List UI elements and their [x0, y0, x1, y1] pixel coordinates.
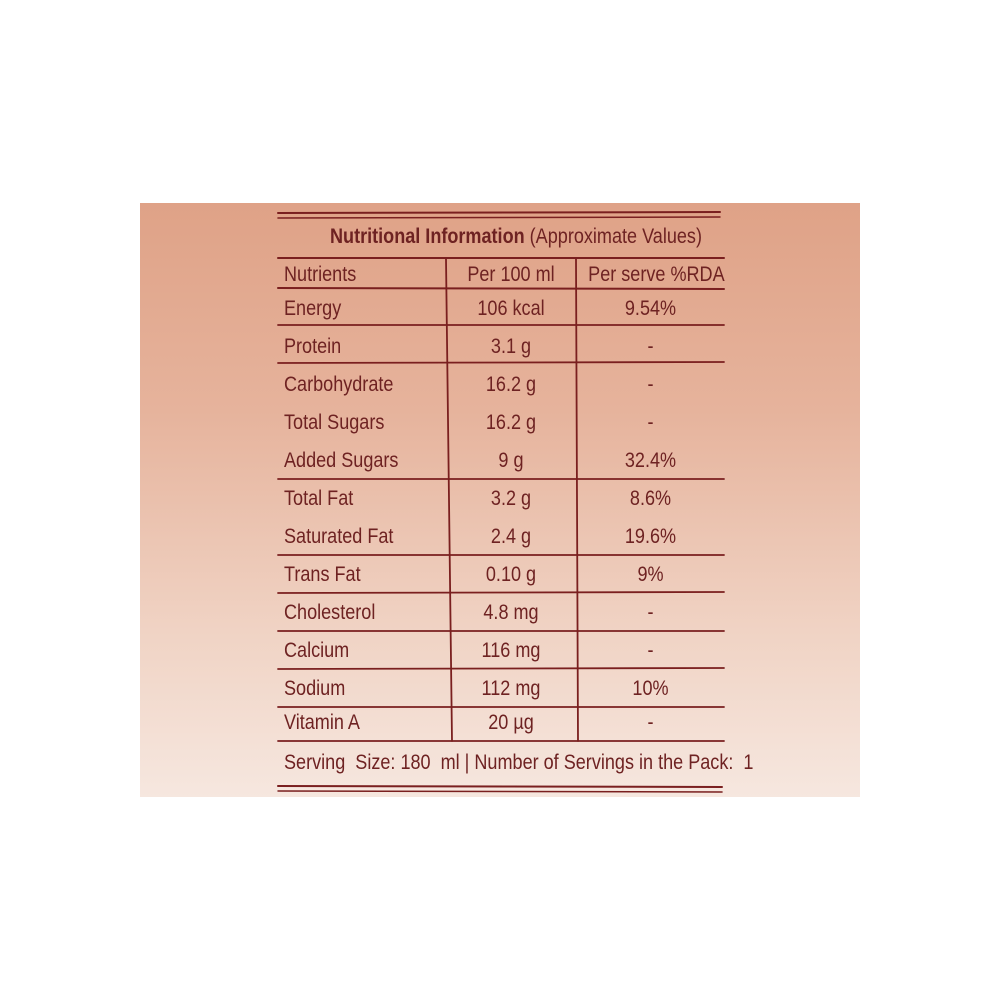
per100-cell: 4.8 mg: [483, 601, 539, 624]
table-row: [140, 525, 860, 549]
table-row: [140, 639, 860, 663]
nutrient-cell: Protein: [284, 335, 342, 358]
per100-cell: 3.1 g: [490, 335, 532, 358]
per100-cell: 9 g: [498, 449, 524, 472]
header-row: [140, 263, 860, 287]
table-row: [140, 373, 860, 397]
table-row: [140, 487, 860, 511]
nutrient-cell: Cholesterol: [284, 601, 376, 624]
nutrient-cell: Total Sugars: [284, 411, 385, 434]
rda-cell: -: [647, 601, 654, 624]
nutrient-cell: Sodium: [284, 677, 346, 700]
per100-cell: 116 mg: [481, 639, 541, 662]
table-row: [140, 677, 860, 701]
per100-cell: 0.10 g: [485, 563, 537, 586]
nutrient-cell: Carbohydrate: [284, 373, 394, 396]
rda-cell: 8.6%: [629, 487, 672, 510]
table-row: [140, 411, 860, 435]
nutrient-cell: Trans Fat: [284, 563, 361, 586]
rda-cell: 9.54%: [624, 297, 677, 320]
header-nutrients: Nutrients: [284, 263, 357, 286]
nutrient-cell: Added Sugars: [284, 449, 399, 472]
rda-cell: -: [647, 711, 654, 734]
serving-footer: Serving Size: 180 ml | Number of Servings in the Pack: 1: [284, 751, 754, 774]
rda-cell: -: [647, 639, 654, 662]
rda-cell: 10%: [632, 677, 669, 700]
nutrient-cell: Calcium: [284, 639, 350, 662]
rda-cell: 32.4%: [624, 449, 677, 472]
title-main: Nutritional Information: [330, 225, 525, 248]
nutrient-cell: Saturated Fat: [284, 525, 394, 548]
nutrition-panel: [140, 203, 860, 797]
nutrient-cell: Vitamin A: [284, 711, 360, 734]
table-row: [140, 601, 860, 625]
rda-cell: -: [647, 335, 654, 358]
per100-cell: 106 kcal: [477, 297, 545, 320]
title-sub: (Approximate Values): [529, 225, 702, 248]
table-row: [140, 449, 860, 473]
header-per100: Per 100 ml: [467, 263, 555, 286]
rda-cell: 9%: [637, 563, 664, 586]
table-row: [140, 335, 860, 359]
nutrient-cell: Total Fat: [284, 487, 354, 510]
panel-title: [330, 225, 702, 249]
per100-cell: 16.2 g: [485, 411, 537, 434]
per100-cell: 3.2 g: [490, 487, 532, 510]
rda-cell: -: [647, 373, 654, 396]
table-row: [140, 563, 860, 587]
rda-cell: 19.6%: [624, 525, 677, 548]
per100-cell: 2.4 g: [490, 525, 532, 548]
table-row: [140, 297, 860, 321]
per100-cell: 112 mg: [481, 677, 541, 700]
table-row: [140, 711, 860, 735]
per100-cell: 16.2 g: [485, 373, 537, 396]
header-rda: Per serve %RDA: [588, 263, 725, 286]
rda-cell: -: [647, 411, 654, 434]
nutrient-cell: Energy: [284, 297, 342, 320]
per100-cell: 20 µg: [488, 711, 534, 734]
